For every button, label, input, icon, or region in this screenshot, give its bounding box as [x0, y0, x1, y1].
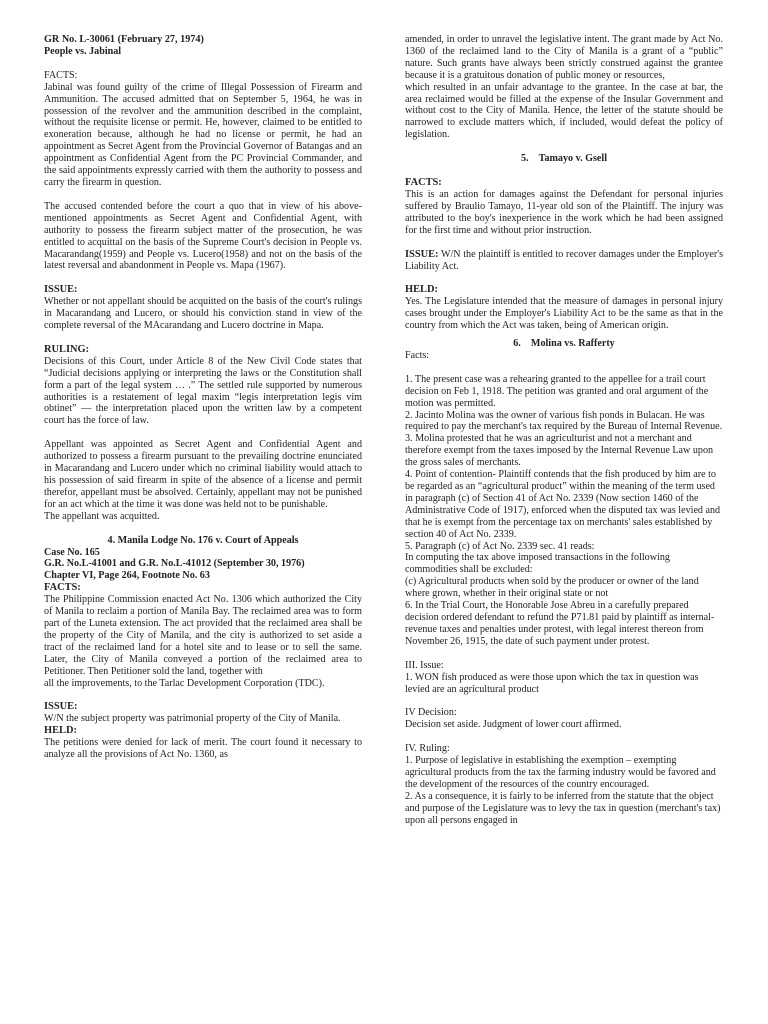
ruling-conclusion: The appellant was acquitted.	[44, 510, 160, 522]
case-6-decision-text: Decision set aside. Judgment of lower court affirmed.	[405, 719, 622, 731]
case-5-issue-text: W/N the plaintiff is entitled to recover damages under the Employer's Liability Act.	[405, 248, 723, 272]
case-4-held-continued: which resulted in an unfair advantage to the grantee. In the case at bar, the area reclaimed would be filled at the expense of the Insular Government and without cost to the City of Manila. Hence, the letter of the statute should be narrowed to exclude matters which, if included, would defeat the policy of legislation.	[405, 81, 723, 141]
case-5-issue-heading: ISSUE:	[405, 248, 439, 260]
right-column	[405, 34, 723, 827]
case-6-ruling-item: 1. Purpose of legislative in establishing the exemption – exempting agricultural products from the tax the farming industry would be favored and the development of the resources of the country encouraged.	[405, 755, 716, 790]
case-6-fact-item: 6. In the Trial Court, the Honorable Jose Abreu in a carefully prepared decision ordered defendant to refund the P71.81 paid by plaintiff as internal-revenue taxes and penalties under protest, with legal interest thereon from November 26, 1915, the date of such payment under protest.	[405, 600, 715, 647]
case-6-fact-item: In computing the tax above imposed transactions in the following commodities shall be excluded:	[405, 552, 670, 576]
case-4-facts-paragraph: all the improvements, to the Tarlac Development Corporation (TDC).	[44, 677, 325, 689]
case-6-fact-item: 5. Paragraph (c) of Act No. 2339 sec. 41 reads:	[405, 540, 595, 552]
case-4-issue-heading: ISSUE:	[44, 701, 78, 713]
case-6-title: 6. Molina vs. Rafferty	[513, 338, 615, 350]
issue-paragraph: Whether or not appellant should be acquitted on the basis of the court's rulings in Macarandang and Lucero, or should his conviction stand in view of the complete reversal of the MAcarandang and Lucero doctrine in Mapa.	[44, 296, 362, 332]
case-5-held-paragraph: Yes. The Legislature intended that the measure of damages in personal injury cases brought under the Employer's Liability Act to be the same as that in the country from which the Act was taken, being of American origin.	[405, 296, 723, 332]
case-5-facts-paragraph: This is an action for damages against the Defendant for personal injuries suffered by Braulio Tamayo, 11-year old son of the Plaintiff. The injury was attributed to the boy's inexperience in the work which he had been assigned for the first time and without prior instruction.	[405, 188, 723, 236]
ruling-paragraph: Appellant was appointed as Secret Agent and Confidential Agent and authorized to possess a firearm pursuant to the prevailing doctrine enunciated in Macarandang and Lucero under which no criminal liability would attach to his possession of said firearm in spite of the absence of a license and permit therefor, appellant must be absolved. Certainly, appellant may not be punished for an act which at the time it was done was held not to be punishable.	[44, 439, 362, 510]
left-column	[44, 34, 362, 761]
facts-paragraph: The accused contended before the court a quo that in view of his above-mentioned appointments as Secret Agent and Confidential Agent, with authority to possess the firearm subject matter of the prosecution, he was entitled to acquittal on the basis of the Supreme Court's decision in People vs. Macarandang(1959) and People vs. Lucero(1958) and not on the basis of the latest reversal and abandonment in People vs. Mapa (1967).	[44, 200, 362, 272]
case-4-gr-number: G.R. No.L-41001 and G.R. No.L-41012 (September 30, 1976)	[44, 558, 305, 570]
case-4-facts-paragraph: The Philippine Commission enacted Act No. 1306 which authorized the City of Manila to reclaim a portion of Manila Bay. The reclaimed area was to form part of the Luneta extension. The act provided that the reclaimed area shall be the property of the City of Manila, and the city is authorized to set aside a tract of the reclaimed land for a hotel site and to lease or to sell the same. Later, the City of Manila conveyed a portion of the reclaimed area to Petitioner. Then Petitioner sold the land, together with	[44, 594, 362, 677]
case-6-fact-item: 1. The present case was a rehearing granted to the appellee for a trail court decision on Feb 1, 1918. The petition was granted and oral argument of the motion was permitted.	[405, 373, 709, 409]
facts-paragraph: Jabinal was found guilty of the crime of Illegal Possession of Firearm and Ammunition. The accused admitted that on September 5, 1964, he was in possession of the revolver and the ammunition described in the complaint, without the requisite license or permit. He, however, claimed to be entitled to exoneration because, although he had no license or permit, he had an appointment as Secret Agent from the Provincial Governor of Batangas and an appointment as Confidential Agent from the PC Provincial Commander, and the said appointments expressly carried with them the authority to possess and carry the firearm in question.	[44, 81, 362, 188]
case-1-title: GR No. L-30061 (February 27, 1974)	[44, 34, 204, 45]
case-6-fact-item: (c) Agricultural products when sold by the producer or owner of the land where grown, whether in their original state or not	[405, 576, 699, 600]
case-4-held-paragraph: The petitions were denied for lack of merit. The court found it necessary to analyze all the provisions of Act No. 1360, as	[44, 737, 362, 761]
case-4-chapter: Chapter VI, Page 264, Footnote No. 63	[44, 570, 210, 582]
case-4-issue-paragraph: W/N the subject property was patrimonial property of the City of Manila.	[44, 713, 341, 725]
case-5-held-heading: HELD:	[405, 284, 438, 296]
case-6-ruling-item: 2. As a consequence, it is fairly to be inferred from the statute that the object and purpose of the Legislature was to levy the tax in question (merchant's tax) upon all persons engaged in	[405, 790, 721, 826]
case-5-title: 5. Tamayo v. Gsell	[521, 153, 607, 165]
case-6-decision-heading: IV Decision:	[405, 707, 457, 719]
issue-heading: ISSUE:	[44, 284, 78, 296]
case-4-title: 4. Manila Lodge No. 176 v. Court of Appeals	[107, 534, 299, 546]
case-4-facts-heading: FACTS:	[44, 582, 81, 594]
case-4-number: Case No. 165	[44, 546, 100, 558]
facts-heading: FACTS:	[44, 69, 78, 81]
case-6-fact-item: 3. Molina protested that he was an agriculturist and not a merchant and therefore exempt from the taxes imposed by the Internal Revenue Law upon the gross sales of merchants.	[405, 433, 714, 469]
case-5-facts-heading: FACTS:	[405, 177, 442, 189]
ruling-paragraph: Decisions of this Court, under Article 8 of the New Civil Code states that “Judicial decisions applying or interpreting the laws or the Constitution shall form a part of the legal system … .” The settled rule supported by numerous authorities is a restatement of legal maxim “legis interpretation legis vim obtinet” — the interpretation placed upon the written law by a competent court has the force of law.	[44, 355, 362, 427]
case-6-fact-item: 4. Point of contention- Plaintiff contends that the fish produced by him are to be regarded as an “agricultural product” within the meaning of the term used in paragraph (c) of Section 41 of Act No. 2339 (Now section 1460 of the Administrative Code of 1917), enforced when the disputed tax was levied and that he is exempt from the percentage tax on merchants' sales established by section 40 of Act No. 2339.	[405, 469, 721, 540]
case-6-issue-text: 1. WON fish produced as were those upon which the tax in question was levied are an agricultural product	[405, 671, 699, 695]
case-5-issue-paragraph	[405, 249, 723, 273]
case-6-issue-heading: III. Issue:	[405, 659, 444, 671]
case-1-subtitle: People vs. Jabinal	[44, 45, 122, 57]
case-4-held-heading: HELD:	[44, 725, 77, 737]
case-4-held-continued: amended, in order to unravel the legislative intent. The grant made by Act No. 1360 of the reclaimed land to the City of Manila is a grant of a “public” nature. Such grants have always been strictly construed against the grantee because it is a gratuitous donation of public money or resources,	[405, 34, 723, 81]
case-6-facts-heading: Facts:	[405, 349, 430, 361]
case-6-fact-item: 2. Jacinto Molina was the owner of various fish ponds in Bulacan. He was required to pay the merchant's tax required by the Bureau of Internal Revenue.	[405, 409, 723, 433]
case-6-ruling-heading: IV. Ruling:	[405, 743, 450, 755]
ruling-heading: RULING:	[44, 343, 90, 355]
